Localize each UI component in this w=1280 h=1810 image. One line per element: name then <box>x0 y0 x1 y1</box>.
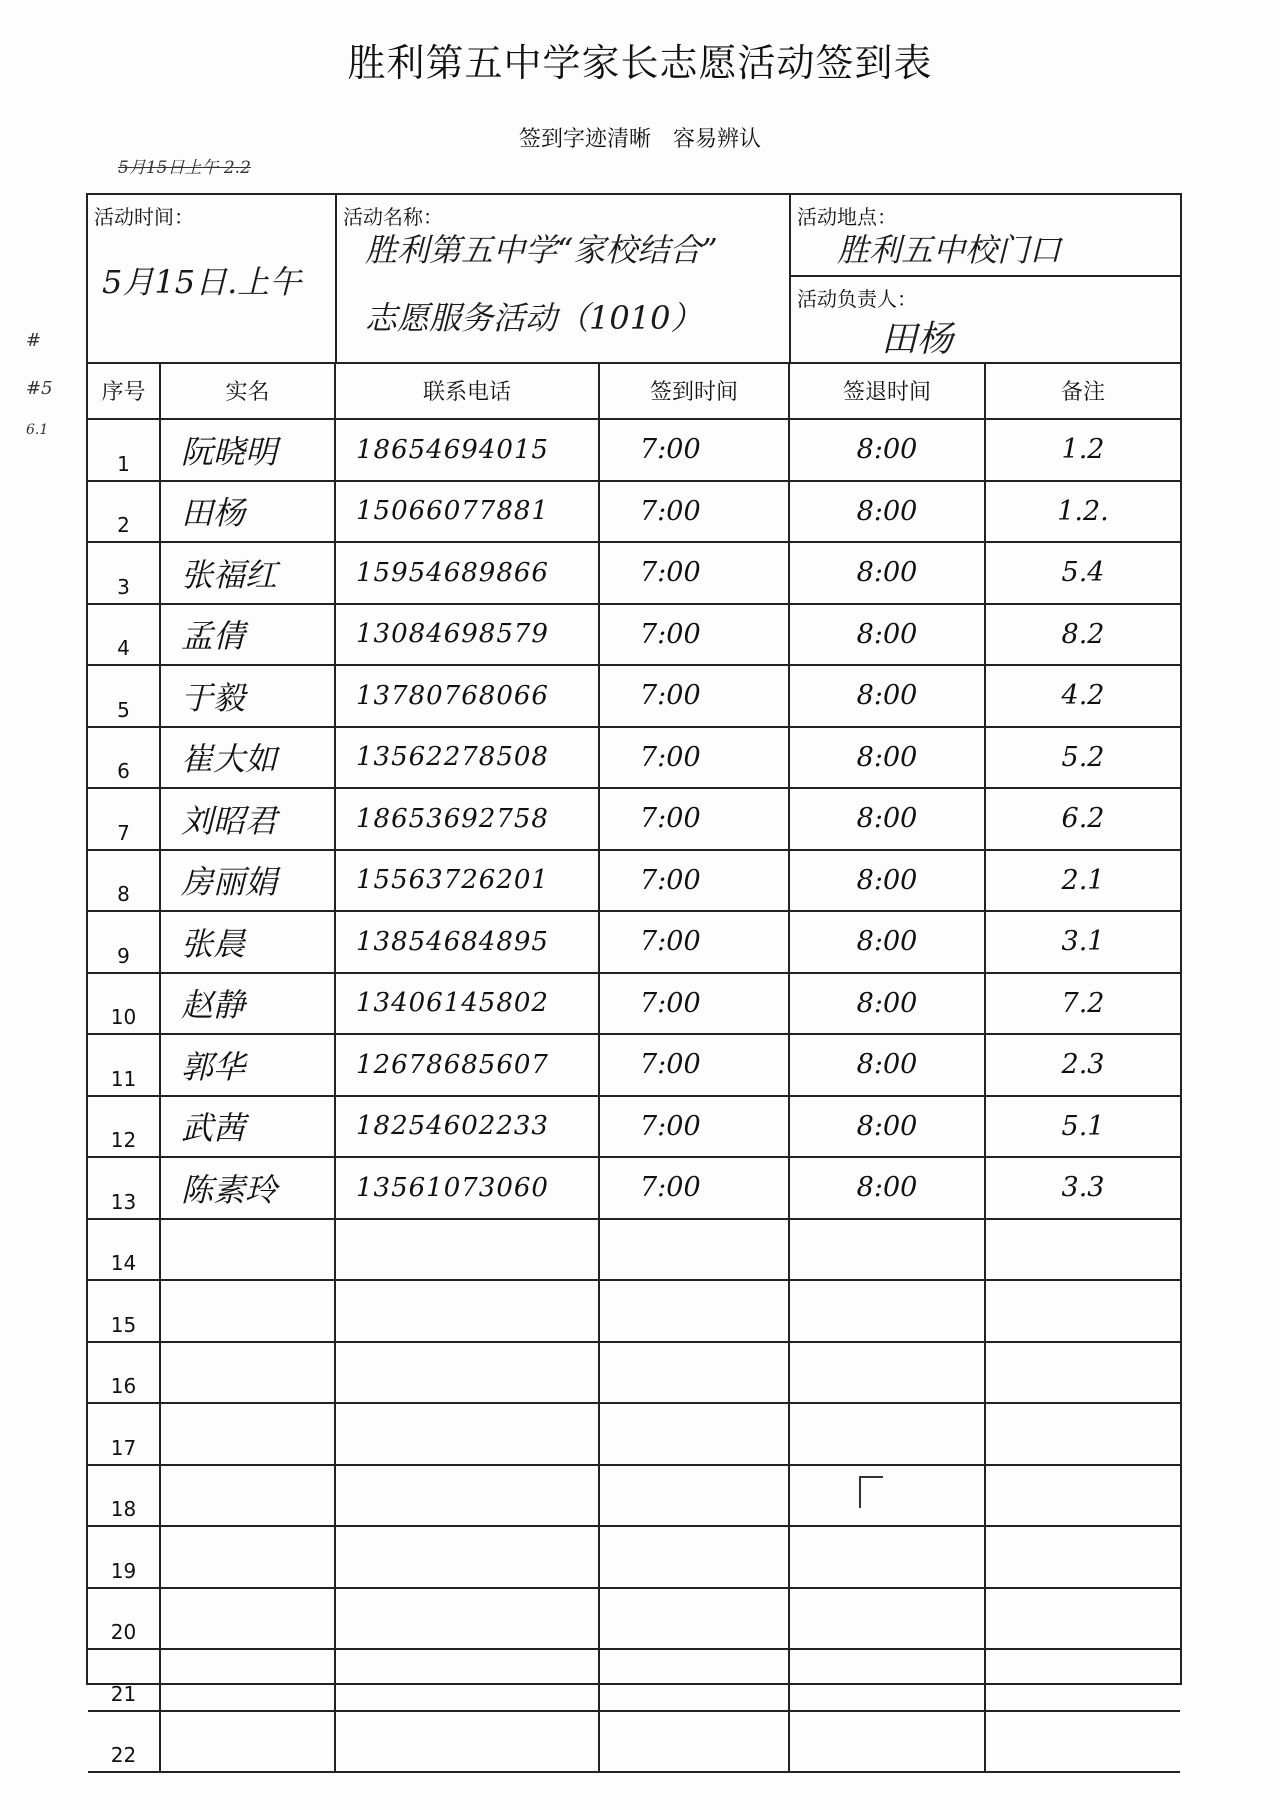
row-phone <box>335 1465 599 1527</box>
table-row <box>88 1403 1180 1465</box>
row-sign-in-time: 7:00 <box>599 1096 789 1158</box>
row-sign-out-time <box>789 1219 985 1281</box>
row-phone: 13406145802 <box>335 973 599 1035</box>
table-row <box>88 1711 1180 1773</box>
row-sign-in-time <box>599 1711 789 1773</box>
column-header-sign-in-time: 签到时间 <box>599 362 789 419</box>
row-note: 4.2 <box>985 665 1180 727</box>
margin-note-1: # <box>26 330 42 351</box>
table-row <box>88 727 1180 789</box>
table-row <box>88 1157 1180 1219</box>
table-row <box>88 911 1180 973</box>
activity-place-value: 胜利五中校门口 <box>837 231 1062 269</box>
column-header-sign-out-time: 签退时间 <box>789 362 985 419</box>
row-phone <box>335 1588 599 1650</box>
activity-info-section <box>88 195 1180 364</box>
column-header-phone: 联系电话 <box>335 362 599 419</box>
row-sign-in-time <box>599 1649 789 1711</box>
activity-place-label: 活动地点： <box>797 205 897 229</box>
row-note: 5.1 <box>985 1096 1180 1158</box>
row-sign-out-time: 8:00 <box>789 727 985 789</box>
row-seq: 16 <box>88 1342 160 1404</box>
table-row <box>88 1465 1180 1527</box>
row-name: 陈素玲 <box>160 1157 335 1219</box>
table-row <box>88 1342 1180 1404</box>
row-sign-out-time: 8:00 <box>789 419 985 481</box>
row-note <box>985 1465 1180 1527</box>
row-seq: 21 <box>88 1649 160 1711</box>
table-header-row <box>88 362 1180 419</box>
row-sign-out-time: 8:00 <box>789 481 985 543</box>
row-sign-out-time: 8:00 <box>789 788 985 850</box>
activity-name-label: 活动名称： <box>343 205 443 229</box>
row-phone <box>335 1403 599 1465</box>
row-sign-out-time <box>789 1342 985 1404</box>
row-note <box>985 1403 1180 1465</box>
row-seq: 12 <box>88 1096 160 1158</box>
row-name: 赵静 <box>160 973 335 1035</box>
row-name <box>160 1526 335 1588</box>
form-title: 胜利第五中学家长志愿活动签到表 <box>347 41 933 85</box>
row-note: 2.3 <box>985 1034 1180 1096</box>
row-seq: 18 <box>88 1465 160 1527</box>
activity-leader-label: 活动负责人： <box>797 287 917 311</box>
table-row <box>88 419 1180 481</box>
row-note <box>985 1219 1180 1281</box>
row-name: 于毅 <box>160 665 335 727</box>
row-name <box>160 1280 335 1342</box>
table-row <box>88 1034 1180 1096</box>
row-seq: 3 <box>88 542 160 604</box>
table-row <box>88 1649 1180 1711</box>
row-sign-out-time: 8:00 <box>789 1157 985 1219</box>
row-sign-in-time <box>599 1588 789 1650</box>
row-seq: 6 <box>88 727 160 789</box>
row-seq: 19 <box>88 1526 160 1588</box>
row-phone <box>335 1219 599 1281</box>
row-seq: 14 <box>88 1219 160 1281</box>
row-phone: 18254602233 <box>335 1096 599 1158</box>
row-name: 刘昭君 <box>160 788 335 850</box>
row-seq: 17 <box>88 1403 160 1465</box>
row-note <box>985 1526 1180 1588</box>
row-phone: 15563726201 <box>335 850 599 912</box>
row-phone: 13854684895 <box>335 911 599 973</box>
row-note <box>985 1280 1180 1342</box>
row-sign-out-time: 8:00 <box>789 542 985 604</box>
activity-leader-value: 田杨 <box>881 319 954 360</box>
row-name: 阮晓明 <box>160 419 335 481</box>
row-phone: 15954689866 <box>335 542 599 604</box>
row-phone: 15066077881 <box>335 481 599 543</box>
row-name <box>160 1465 335 1527</box>
row-sign-in-time: 7:00 <box>599 788 789 850</box>
table-row <box>88 604 1180 666</box>
row-sign-out-time: 8:00 <box>789 850 985 912</box>
activity-time-value: 5月15日.上午 <box>102 263 302 301</box>
row-sign-out-time <box>789 1649 985 1711</box>
row-seq: 20 <box>88 1588 160 1650</box>
row-note: 8.2 <box>985 604 1180 666</box>
row-sign-out-time <box>789 1526 985 1588</box>
row-sign-in-time <box>599 1219 789 1281</box>
row-seq: 5 <box>88 665 160 727</box>
row-sign-out-time: 8:00 <box>789 1034 985 1096</box>
row-name <box>160 1219 335 1281</box>
row-note: 3.1 <box>985 911 1180 973</box>
row-sign-out-time: 8:00 <box>789 911 985 973</box>
table-row <box>88 1219 1180 1281</box>
row-note: 2.1 <box>985 850 1180 912</box>
row-note: 6.2 <box>985 788 1180 850</box>
row-seq: 7 <box>88 788 160 850</box>
row-sign-in-time: 7:00 <box>599 665 789 727</box>
row-phone: 13562278508 <box>335 727 599 789</box>
row-sign-in-time: 7:00 <box>599 727 789 789</box>
row-note <box>985 1649 1180 1711</box>
row-name: 张福红 <box>160 542 335 604</box>
row-sign-in-time: 7:00 <box>599 1034 789 1096</box>
row-sign-in-time: 7:00 <box>599 911 789 973</box>
table-row <box>88 1588 1180 1650</box>
row-seq: 1 <box>88 419 160 481</box>
row-sign-out-time <box>789 1280 985 1342</box>
row-note <box>985 1588 1180 1650</box>
row-phone: 13561073060 <box>335 1157 599 1219</box>
pen-mark <box>859 1476 883 1508</box>
row-name: 郭华 <box>160 1034 335 1096</box>
row-phone: 12678685607 <box>335 1034 599 1096</box>
row-name <box>160 1403 335 1465</box>
row-sign-in-time: 7:00 <box>599 973 789 1035</box>
activity-time-cell <box>88 195 335 362</box>
row-note: 5.4 <box>985 542 1180 604</box>
row-note: 1.2. <box>985 481 1180 543</box>
activity-name-value-line2: 志愿服务活动（1010） <box>365 299 703 337</box>
row-note: 7.2 <box>985 973 1180 1035</box>
row-seq: 8 <box>88 850 160 912</box>
row-sign-in-time <box>599 1465 789 1527</box>
row-name <box>160 1588 335 1650</box>
row-sign-out-time <box>789 1588 985 1650</box>
row-seq: 2 <box>88 481 160 543</box>
row-sign-out-time: 8:00 <box>789 1096 985 1158</box>
row-phone: 18653692758 <box>335 788 599 850</box>
row-phone <box>335 1280 599 1342</box>
column-header-note: 备注 <box>985 362 1180 419</box>
row-sign-out-time: 8:00 <box>789 665 985 727</box>
row-seq: 9 <box>88 911 160 973</box>
row-phone: 13084698579 <box>335 604 599 666</box>
row-name: 崔大如 <box>160 727 335 789</box>
activity-name-cell <box>337 195 789 362</box>
row-seq: 15 <box>88 1280 160 1342</box>
row-seq: 10 <box>88 973 160 1035</box>
sign-in-sheet <box>86 193 1182 1767</box>
margin-note-2: #5 <box>26 378 53 399</box>
row-sign-in-time <box>599 1280 789 1342</box>
signin-table <box>88 362 1180 1773</box>
row-name: 房丽娟 <box>160 850 335 912</box>
row-name <box>160 1342 335 1404</box>
row-sign-in-time: 7:00 <box>599 850 789 912</box>
row-phone: 13780768066 <box>335 665 599 727</box>
row-note: 1.2 <box>985 419 1180 481</box>
table-row <box>88 542 1180 604</box>
row-phone: 18654694015 <box>335 419 599 481</box>
row-phone <box>335 1649 599 1711</box>
row-seq: 13 <box>88 1157 160 1219</box>
table-row <box>88 850 1180 912</box>
row-sign-in-time <box>599 1342 789 1404</box>
row-sign-out-time <box>789 1465 985 1527</box>
row-sign-out-time: 8:00 <box>789 604 985 666</box>
row-note <box>985 1342 1180 1404</box>
row-seq: 4 <box>88 604 160 666</box>
row-note: 5.2 <box>985 727 1180 789</box>
crossed-out-note: 5月15日上午 2.2 <box>118 158 251 178</box>
table-row <box>88 1280 1180 1342</box>
row-sign-in-time: 7:00 <box>599 481 789 543</box>
activity-place-cell <box>791 195 1180 275</box>
table-row <box>88 788 1180 850</box>
row-sign-in-time: 7:00 <box>599 1157 789 1219</box>
row-phone <box>335 1342 599 1404</box>
row-seq: 11 <box>88 1034 160 1096</box>
form-subtitle: 签到字迹清晰 容易辨认 <box>518 127 761 152</box>
row-name: 武茜 <box>160 1096 335 1158</box>
row-sign-in-time <box>599 1526 789 1588</box>
row-note <box>985 1711 1180 1773</box>
row-sign-out-time: 8:00 <box>789 973 985 1035</box>
row-sign-out-time <box>789 1711 985 1773</box>
row-name: 孟倩 <box>160 604 335 666</box>
row-seq: 22 <box>88 1711 160 1773</box>
table-row <box>88 1526 1180 1588</box>
activity-name-value-line1: 胜利第五中学“家校结合” <box>365 231 718 269</box>
row-sign-in-time <box>599 1403 789 1465</box>
row-note: 3.3 <box>985 1157 1180 1219</box>
row-phone <box>335 1526 599 1588</box>
row-sign-in-time: 7:00 <box>599 542 789 604</box>
activity-time-label: 活动时间： <box>94 205 194 229</box>
table-row <box>88 1096 1180 1158</box>
column-header-name: 实名 <box>160 362 335 419</box>
row-name: 田杨 <box>160 481 335 543</box>
table-row <box>88 665 1180 727</box>
table-row <box>88 481 1180 543</box>
row-sign-in-time: 7:00 <box>599 419 789 481</box>
margin-note-3: 6.1 <box>26 422 49 438</box>
row-phone <box>335 1711 599 1773</box>
row-name <box>160 1649 335 1711</box>
table-row <box>88 973 1180 1035</box>
row-name <box>160 1711 335 1773</box>
activity-leader-cell <box>791 277 1180 362</box>
column-header-seq: 序号 <box>88 362 160 419</box>
row-name: 张晨 <box>160 911 335 973</box>
row-sign-in-time: 7:00 <box>599 604 789 666</box>
row-sign-out-time <box>789 1403 985 1465</box>
